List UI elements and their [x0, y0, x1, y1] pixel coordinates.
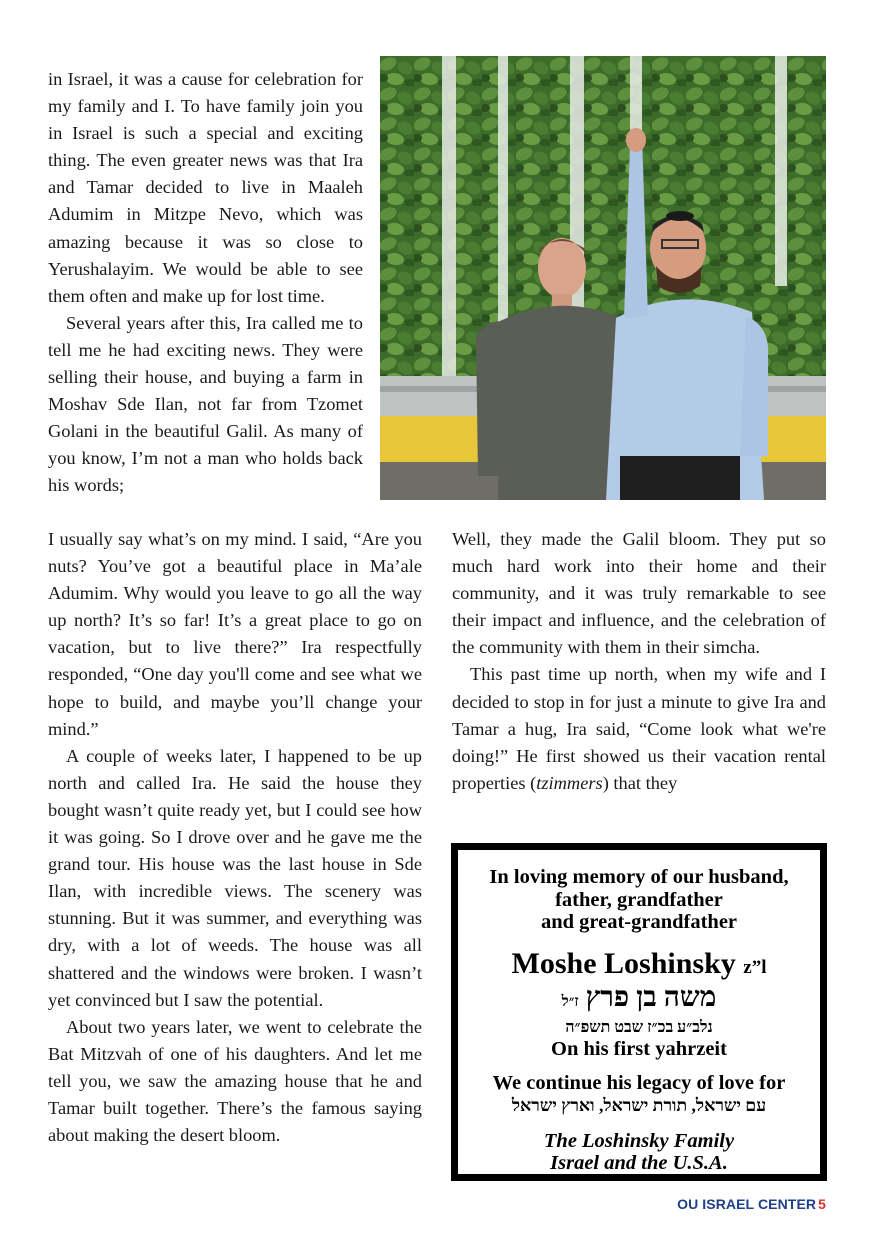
- article-paragraph: in Israel, it was a cause for celebration for my family and I. To have family join you in Israel is such a special and exciting thing. The even greater news was that Ira and Tamar decided to live in Maaleh Adumim in Mitzpe Nevo, which was amazing because it was so close to Yerushalayim. We would be able to see them often and make up for lost time.: [48, 69, 363, 306]
- memorial-legacy-hebrew: עם ישראל, תורת ישראל, וארץ ישראל: [511, 1094, 767, 1115]
- article-paragraph: A couple of weeks later, I happened to be up north and called Ira. He said the house they bought wasn’t quite ready yet, but I could see how it was going. So I drove over and he gave me the grand tour. His house was the last house in Sde Ilan, with incredible views. The scenery was stunning. But it was summer, and everything was dry, with a lot of weeds. The house was all shattered and the windows were broken. I wasn’t yet convinced but I saw the potential.: [48, 745, 422, 1010]
- memorial-intro-line: and great-grandfather: [540, 911, 738, 933]
- article-column-left-top: [48, 66, 363, 500]
- memorial-signature: [464, 1130, 814, 1174]
- memorial-family: The Loshinsky Family: [543, 1129, 735, 1152]
- memorial-hebrew-suffix: ז״ל: [561, 993, 579, 1010]
- article-photo: [380, 56, 826, 500]
- article-paragraph: About two years later, we went to celebrate the Bat Mitzvah of one of his daughters. And let me tell you, we saw the amazing house that he and Tamar built together. There’s the famous saying about making the desert bloom.: [48, 1016, 422, 1146]
- memorial-intro: [464, 866, 814, 934]
- publication-name: OU ISRAEL CENTER: [677, 1196, 817, 1212]
- memorial-notice: [451, 843, 827, 1181]
- page-footer: [677, 1196, 826, 1212]
- memorial-name: [464, 948, 814, 984]
- memorial-hebrew-name-text: משה בן פרץ: [585, 981, 717, 1013]
- article-paragraph: [452, 661, 826, 796]
- article-column-right: [452, 526, 826, 797]
- memorial-intro-line: father, grandfather: [555, 888, 723, 911]
- memorial-name-text: Moshe Loshinsky: [511, 946, 736, 980]
- memorial-yahrzeit: On his first yahrzeit: [551, 1037, 727, 1060]
- memorial-intro-line: In loving memory of our husband,: [489, 866, 789, 888]
- paragraph-text: ) that they: [602, 772, 678, 793]
- paragraph-text: This past time up north, when my wife and I decided to stop in for just a minute to give Ira and Tamar a hug, Ira said, “Come look what we're doing!” He first showed us their vacation rental properties (: [452, 664, 826, 793]
- memorial-legacy: We continue his legacy of love for: [492, 1071, 786, 1094]
- article-column-left-bottom: [48, 526, 422, 1149]
- article-paragraph: I usually say what’s on my mind. I said, “Are you nuts? You’ve got a beautiful place in Ma’ale Adumim. Why would you leave to go all the way up north? It’s so far! It’s a great place to go on vacation, but to live there?” Ira respectfully responded, “One day you'll come and see what we hope to build, and maybe you’ll change your mind.”: [48, 529, 422, 739]
- italic-term: tzimmers: [536, 772, 603, 793]
- memorial-hebrew-name: [464, 981, 814, 1016]
- memorial-name-suffix: z”l: [743, 956, 767, 978]
- memorial-hebrew-date: נלב״ע בכ״ז שבט תשפ״ה: [565, 1018, 713, 1036]
- page-number: 5: [818, 1196, 826, 1212]
- article-paragraph: Well, they made the Galil bloom. They put so much hard work into their home and their community, and it was truly remarkable to see their impact and influence, and the celebration of the community with them in their simcha.: [452, 529, 826, 658]
- article-paragraph: Several years after this, Ira called me to tell me he had exciting news. They were selling their house, and buying a farm in Moshav Sde Ilan, not far from Tzomet Golani in the beautiful Galil. As many of you know, I’m not a man who holds back his words;: [48, 312, 363, 496]
- memorial-location: Israel and the U.S.A.: [550, 1151, 728, 1174]
